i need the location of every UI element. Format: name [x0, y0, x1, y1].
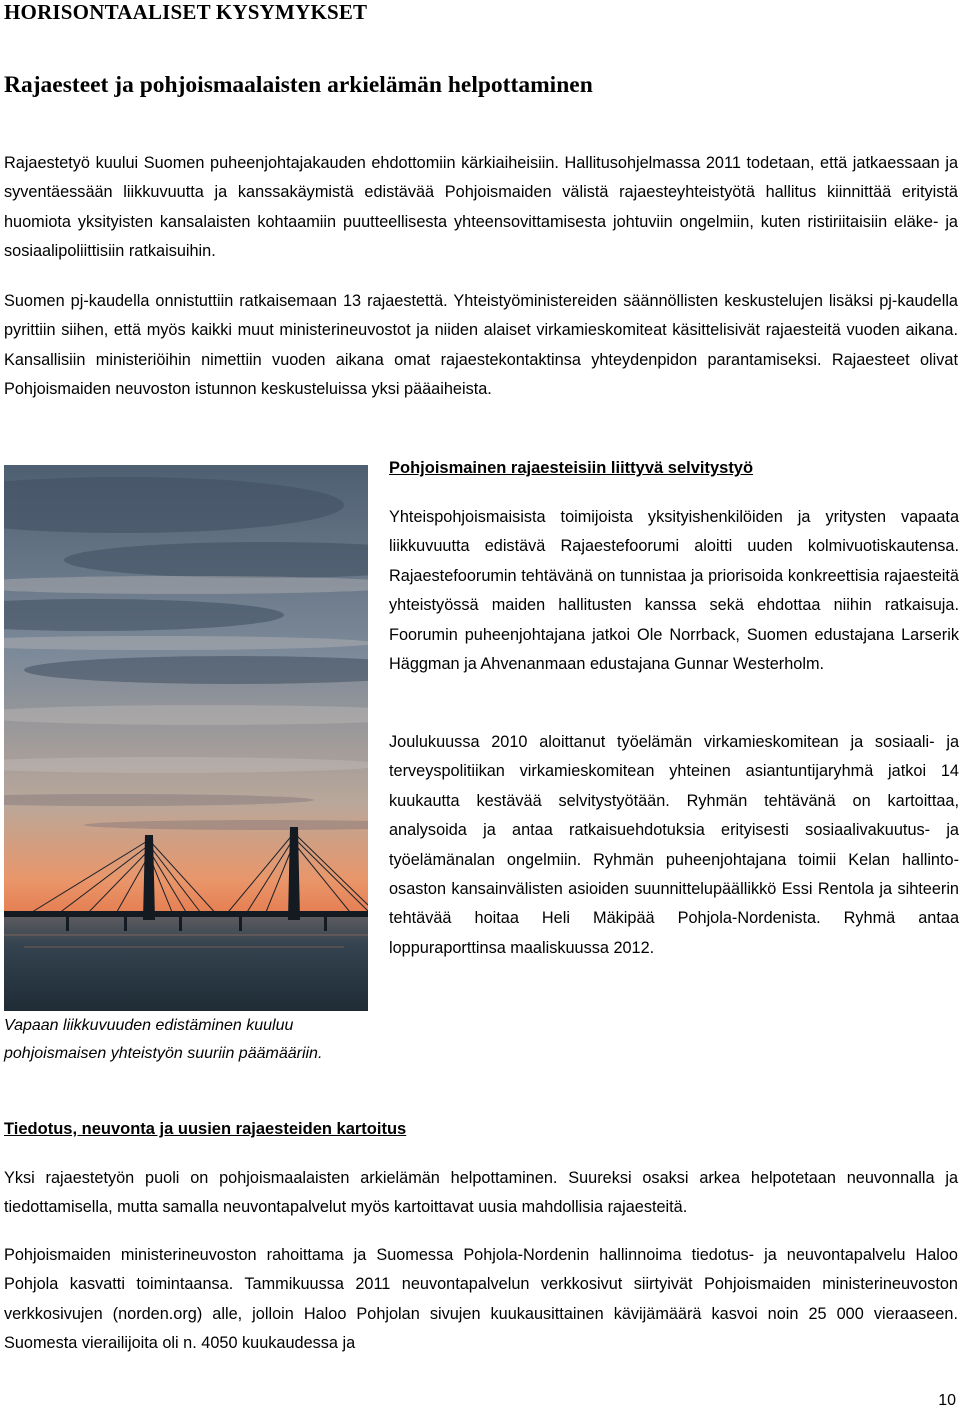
bridge-sunset-photo — [4, 465, 368, 1011]
committee-paragraph: Joulukuussa 2010 aloittanut työelämän virkamieskomitean ja sosiaali- ja terveyspolitiikan virkamieskomitean yhteinen asiantuntijaryhmä jatkoi 14 kuukautta kestävää selvitystyötään. Ryhmän tehtävänä on kartoittaa, analysoida ja antaa ratkaisuehdotuksia erityisesti sosiaalivakuutus- ja työelämänalan ongelmiin. Ryhmän puheenjohtajana toimii Kelan hallinto-osaston kansainvälisten asioiden suunnittelupäällikkö Essi Rentola ja sihteerin tehtävää hoitaa Heli Mäkipää Pohjola-Nordenista. Ryhmä antaa loppuraporttinsa maaliskuussa 2012. — [389, 733, 959, 957]
intro-paragraph: Rajaestetyö kuului Suomen puheenjohtajakauden ehdottomiin kärkiaiheisiin. Hallitusohjelmassa 2011 todetaan, että jatkaessaan ja syventäessään liikkuvuutta ja kanssakäymistä edistävää Pohjoismaiden välistä rajaesteyhteistyötä hallitus kiinnittää erityistä huomiota yksityisten kansalaisten kohtaamiin puutteellisesta yhteensovittamisesta johtuviin ongelmiin, kuten ristiriitaisiin eläke- ja sosiaalipoliittisiin ratkaisuihin. — [4, 154, 958, 261]
bridge-illustration — [4, 465, 368, 1011]
photo-caption — [4, 1012, 374, 1068]
results-paragraph: Suomen pj-kaudella onnistuttiin ratkaisemaan 13 rajaestettä. Yhteistyöministereiden säännöllisten keskustelujen lisäksi pj-kaudella pyrittiin siihen, että myös kaikki muut ministerineuvostot ja niiden alaiset virkamieskomiteat käsittelisivät rajaesteitä vuoden aikana. Kansallisiin ministeriöihin nimettiin vuoden aikana omat rajaestekontaktinsa yhteydenpidon parantamiseksi. Rajaesteet olivat Pohjoismaiden neuvoston istunnon keskusteluissa yksi pääaiheista. — [4, 292, 958, 399]
forum-paragraph: Yhteispohjoismaisista toimijoista yksityishenkilöiden ja yritysten vapaata liikkuvuutta edistävä Rajaestefoorumi aloitti uuden kolmivuotiskautensa. Rajaestefoorumin tehtävänä on tunnistaa ja priorisoida konkreettisia rajaesteitä yhteistyössä maiden hallitusten kanssa sekä ehdottaa niihin ratkaisuja. Foorumin puheenjohtajana jatkoi Ole Norrback, Suomen edustajana Larserik Häggman ja Ahvenanmaan edustajana Gunnar Westerholm. — [389, 508, 959, 674]
survey-subheading: Pohjoismainen rajaesteisiin liittyvä selvitystyö — [389, 459, 754, 477]
caption-line-2: pohjoismaisen yhteistyön suuriin päämääriin. — [4, 1045, 323, 1062]
caption-line-1: Vapaan liikkuvuuden edistäminen kuuluu — [4, 1017, 294, 1034]
page-heading: Rajaesteet ja pohjoismaalaisten arkielämän helpottaminen — [4, 72, 593, 98]
section-title: HORISONTAALISET KYSYMYKSET — [4, 0, 368, 24]
page-number: 10 — [938, 1392, 956, 1409]
info-paragraph-1: Yksi rajaestetyön puoli on pohjoismaalaisten arkielämän helpottaminen. Suureksi osaksi arkea helpotetaan neuvonnalla ja tiedottamisella, mutta samalla neuvontapalvelut myös kartoittavat uusia mahdollisia rajaesteitä. — [4, 1169, 958, 1217]
info-paragraph-2: Pohjoismaiden ministerineuvoston rahoittama ja Suomessa Pohjola-Nordenin hallinnoima tiedotus- ja neuvontapalvelu Haloo Pohjola kasvatti toimintaansa. Tammikuussa 2011 neuvontapalvelun verkkosivut siirtyivät Pohjoismaiden ministerineuvoston verkkosivujen (norden.org) alle, jolloin Haloo Pohjolan sivujen kuukausittainen kävijämäärä kasvoi noin 25 000 vieraaseen. Suomesta vierailijoita oli n. 4050 kuukaudessa ja — [4, 1246, 958, 1353]
info-subheading: Tiedotus, neuvonta ja uusien rajaesteiden kartoitus — [4, 1120, 407, 1138]
